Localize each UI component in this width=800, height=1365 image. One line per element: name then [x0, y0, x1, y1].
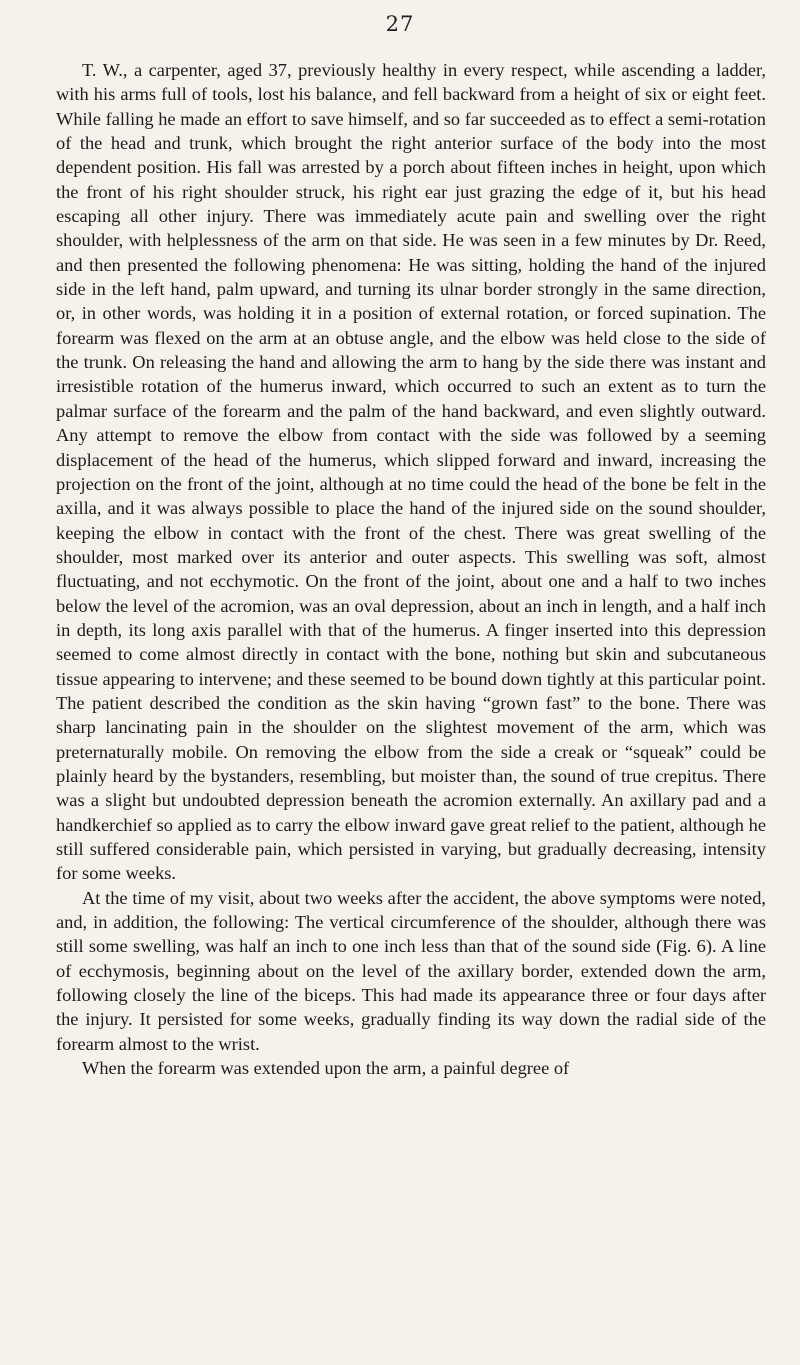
paragraph-later-visit: At the time of my visit, about two weeks after the accident, the above symptoms were noted, and, in addition, the following: The vertical circumference of the shoulder, although there was still some swelling, was half an inch to one inch less than that of the sound side (Fig. 6). A line of ecchymosis, beginning about on the level of the axillary border, extended down the arm, following closely the line of the biceps. This had made its appearance three or four days after the injury. It persisted for some weeks, gradually finding its way down the radial side of the forearm almost to the wrist. [56, 887, 766, 1054]
page-number: 27 [385, 12, 415, 36]
paragraph-forearm-extended: When the forearm was extended upon the arm, a painful degree of [82, 1058, 570, 1079]
body-text [56, 58, 766, 1080]
paragraph-case-history: T. W., a carpenter, aged 37, previously healthy in every respect, while ascending a ladder, with his arms full of tools, lost his balance, and fell backward from a height of six or eight feet. While falling he made an effort to save himself, and so far succeeded as to effect a semi-rotation of the head and trunk, which brought the right anterior surface of the body into the most dependent position. His fall was arrested by a porch about fifteen inches in height, upon which the front of his right shoulder struck, his right ear just grazing the edge of it, but his head escaping all other injury. There was immediately acute pain and swelling over the right shoulder, with helplessness of the arm on that side. He was seen in a few minutes by Dr. Reed, and then presented the following phenomena: He was sitting, holding the hand of the injured side in the left hand, palm upward, and turning its ulnar border strongly in the same direction, or, in other words, was holding it in a position of external rotation, or forced supination. The forearm was flexed on the arm at an obtuse angle, and the elbow was held close to the side of the trunk. On releasing the hand and allowing the arm to hang by the side there was instant and irresistible rotation of the humerus inward, which occurred to such an extent as to turn the palmar surface of the forearm and the palm of the hand backward, and even slightly outward. Any attempt to remove the elbow from contact with the side was followed by a seeming displacement of the head of the humerus, which slipped forward and inward, increasing the projection on the front of the joint, although at no time could the head of the bone be felt in the axilla, and it was always possible to place the hand of the injured side on the sound shoulder, keeping the elbow in contact with the front of the chest. There was great swelling of the shoulder, most marked over its anterior and outer aspects. This swelling was soft, almost fluctuating, and not ecchymotic. On the front of the joint, about one and a half to two inches below the level of the acromion, was an oval depression, about an inch in length, and a half inch in depth, its long axis parallel with that of the humerus. A finger inserted into this depression seemed to come almost directly in contact with the bone, nothing but skin and subcutaneous tissue appearing to intervene; and these seemed to be bound down tightly at this particular point. The patient described the condition as the skin having “grown fast” to the bone. There was sharp lancinating pain in the shoulder on the slightest movement of the arm, which was preternaturally mobile. On removing the elbow from the side a creak or “squeak” could be plainly heard by the bystanders, resembling, but moister than, the sound of true crepitus. There was a slight but undoubted depression beneath the acromion externally. An axillary pad and a handkerchief so applied as to carry the elbow inward gave great relief to the patient, although he still suffered considerable pain, which persisted in varying, but gradually decreasing, intensity for some weeks. [56, 60, 766, 884]
